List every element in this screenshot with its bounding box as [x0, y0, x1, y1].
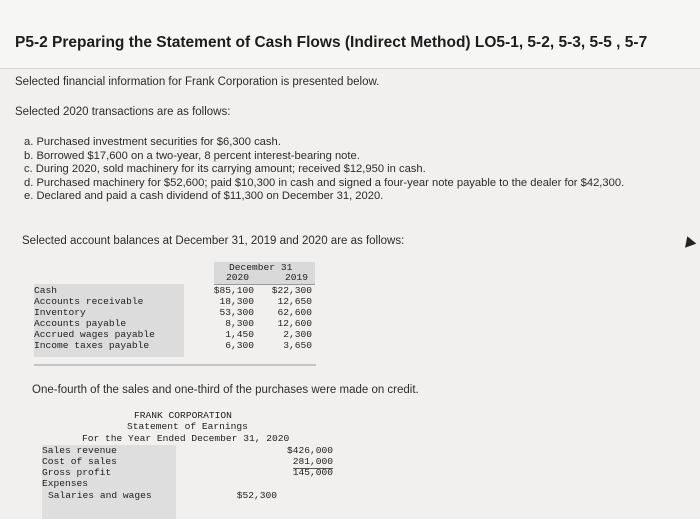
intro-text: Selected financial information for Frank Corporation is presented below. — [15, 76, 380, 88]
value-2020: 6,300 — [225, 340, 254, 351]
value-2020: 18,300 — [219, 296, 254, 307]
value-2019: 12,600 — [277, 318, 312, 329]
value-2019: 12,650 — [277, 296, 312, 307]
balances-header-date: December 31 — [229, 262, 293, 273]
value-2019: 3,650 — [283, 340, 312, 351]
row-label: Accrued wages payable — [34, 329, 155, 340]
row-label: Gross profit — [42, 467, 112, 478]
balances-intro: Selected account balances at December 31, 2019 and 2020 are as follows: — [22, 235, 405, 247]
row-value: 281,000 — [292, 456, 333, 467]
value-2020: 53,300 — [219, 307, 254, 318]
transactions-list — [24, 136, 624, 204]
statement-period: For the Year Ended December 31, 2020 — [82, 433, 290, 444]
transaction-item: e. Declared and paid a cash dividend of $11,300 on December 31, 2020. — [24, 190, 384, 202]
row-value: $426,000 — [286, 445, 333, 456]
row-value: 145,000 — [292, 467, 333, 478]
account-balances-table — [34, 262, 316, 366]
balances-header-2019: 2019 — [285, 272, 309, 283]
table-bottom-rule — [34, 364, 316, 366]
row-label: Income taxes payable — [34, 340, 150, 351]
transaction-item: d. Purchased machinery for $52,600; paid $10,300 in cash and signed a four-year note payable to the dealer for $42,300. — [24, 176, 625, 189]
cursor-arrow-icon — [682, 234, 697, 248]
value-2020: 8,300 — [225, 318, 254, 329]
value-2020: $85,100 — [213, 285, 254, 296]
row-label: Cost of sales — [42, 456, 117, 467]
value-2020: 1,450 — [225, 329, 254, 340]
transaction-item: c. During 2020, sold machinery for its carrying amount; received $12,950 in cash. — [24, 163, 426, 175]
row-label: Accounts receivable — [34, 296, 144, 307]
row-label: Inventory — [34, 307, 86, 318]
row-label: Salaries and wages — [48, 490, 152, 501]
transactions-intro: Selected 2020 transactions are as follows: — [15, 106, 231, 118]
transaction-item: a. Purchased investment securities for $6,300 cash. — [24, 136, 281, 148]
value-2019: 62,600 — [277, 307, 312, 318]
balances-header-2020: 2020 — [226, 272, 250, 283]
company-name: FRANK CORPORATION — [134, 410, 232, 421]
row-label: Accounts payable — [34, 318, 127, 329]
table-row — [34, 341, 316, 352]
problem-title: P5-2 Preparing the Statement of Cash Flows (Indirect Method) LO5-1, 5-2, 5-3, 5-5 , 5-7 — [15, 34, 648, 51]
row-label: Cash — [34, 285, 58, 296]
credit-note: One-fourth of the sales and one-third of the purchases were made on credit. — [32, 384, 419, 396]
value-2019: 2,300 — [283, 329, 312, 340]
transaction-item: b. Borrowed $17,600 on a two-year, 8 percent interest-bearing note. — [24, 149, 360, 162]
row-value: $52,300 — [236, 490, 277, 501]
row-label: Sales revenue — [42, 445, 117, 456]
table-row — [42, 491, 337, 502]
table-row — [42, 479, 337, 490]
row-label: Expenses — [42, 478, 89, 489]
statement-of-earnings — [42, 411, 337, 519]
statement-name: Statement of Earnings — [127, 421, 248, 432]
value-2019: $22,300 — [271, 285, 312, 296]
